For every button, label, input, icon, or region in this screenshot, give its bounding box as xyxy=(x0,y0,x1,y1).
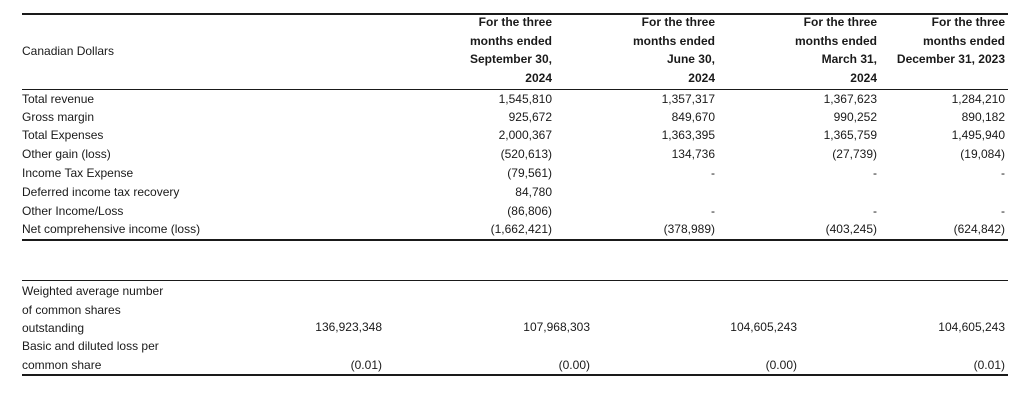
row-label-total-revenue: Total revenue xyxy=(22,92,95,106)
cell-value: (19,084) xyxy=(960,147,1005,161)
cell-value: 1,284,210 xyxy=(951,92,1005,106)
cell-value: 84,780 xyxy=(515,185,552,199)
shares-value: 107,968,303 xyxy=(523,320,590,334)
header-line: 2024 xyxy=(525,70,552,85)
row-label-deferred-tax-recovery: Deferred income tax recovery xyxy=(22,185,180,199)
header-line: For the three xyxy=(478,15,552,29)
header-line: For the three xyxy=(803,15,877,29)
cell-value: - xyxy=(873,204,877,218)
label-line: Weighted average number xyxy=(22,284,164,298)
header-line: December 31, 2023 xyxy=(896,52,1005,66)
cell-value: 134,736 xyxy=(671,147,715,161)
header-line: months ended xyxy=(922,33,1005,48)
cell-value: - xyxy=(711,204,715,218)
row-label-income-tax-expense: Income Tax Expense xyxy=(22,166,134,180)
cell-value: - xyxy=(873,166,877,180)
cell-value: 1,545,810 xyxy=(498,92,552,106)
shares-value: 136,923,348 xyxy=(315,320,382,334)
shares-value: 104,605,243 xyxy=(730,320,797,334)
table2-bottom-rule xyxy=(22,374,1008,376)
cell-value: 2,000,367 xyxy=(498,128,552,142)
cell-value: 890,182 xyxy=(961,110,1005,124)
cell-value: (1,662,421) xyxy=(490,222,552,236)
column-header-mar-2024 xyxy=(795,13,877,87)
row-label-net-comprehensive-income: Net comprehensive income (loss) xyxy=(22,222,201,236)
column-header-jun-2024 xyxy=(633,13,715,87)
cell-value: 990,252 xyxy=(833,110,877,124)
shares-value: 104,605,243 xyxy=(938,320,1005,334)
label-column-header: Canadian Dollars xyxy=(22,44,115,58)
loss-per-share-value: (0.00) xyxy=(558,358,590,372)
header-line: For the three xyxy=(641,15,715,29)
header-line: For the three xyxy=(931,15,1005,29)
table2-top-rule xyxy=(22,280,1008,281)
cell-value: (378,989) xyxy=(663,222,715,236)
cell-value: 849,670 xyxy=(671,110,715,124)
row-label-weighted-average-shares xyxy=(22,282,163,338)
label-line: Basic and diluted loss per xyxy=(22,339,159,353)
header-line: 2024 xyxy=(850,70,877,85)
label-line: outstanding xyxy=(22,321,85,335)
cell-value: (624,842) xyxy=(953,222,1005,236)
row-label-gross-margin: Gross margin xyxy=(22,110,95,124)
loss-per-share-value: (0.00) xyxy=(765,358,797,372)
loss-per-share-value: (0.01) xyxy=(973,358,1005,372)
cell-value: (520,613) xyxy=(500,147,552,161)
header-line: September 30, xyxy=(469,52,552,66)
table1-bottom-rule xyxy=(22,239,1008,241)
cell-value: 1,363,395 xyxy=(661,128,715,142)
header-line: months ended xyxy=(632,33,715,48)
cell-value: - xyxy=(711,166,715,180)
row-label-total-expenses: Total Expenses xyxy=(22,128,104,142)
cell-value: - xyxy=(1001,204,1005,218)
row-label-other-income-loss: Other Income/Loss xyxy=(22,204,124,218)
cell-value: 925,672 xyxy=(508,110,552,124)
header-line: March 31, xyxy=(821,52,877,66)
cell-value: 1,365,759 xyxy=(823,128,877,142)
label-line: common share xyxy=(22,357,102,372)
header-line: 2024 xyxy=(688,70,715,85)
row-label-basic-diluted-loss xyxy=(22,337,159,374)
loss-per-share-value: (0.01) xyxy=(350,358,382,372)
header-line: months ended xyxy=(794,33,877,48)
column-header-sep-2024 xyxy=(470,13,552,87)
cell-value: (403,245) xyxy=(825,222,877,236)
header-line: months ended xyxy=(469,33,552,48)
cell-value: 1,357,317 xyxy=(661,92,715,106)
cell-value: 1,367,623 xyxy=(823,92,877,106)
cell-value: (79,561) xyxy=(507,166,552,180)
cell-value: - xyxy=(1001,166,1005,180)
cell-value: (86,806) xyxy=(507,204,552,218)
column-header-dec-2023 xyxy=(897,13,1005,69)
header-line: June 30, xyxy=(666,52,715,66)
row-label-other-gain-loss: Other gain (loss) xyxy=(22,147,111,161)
label-line: of common shares xyxy=(22,302,121,317)
cell-value: 1,495,940 xyxy=(951,128,1005,142)
cell-value: (27,739) xyxy=(832,147,877,161)
